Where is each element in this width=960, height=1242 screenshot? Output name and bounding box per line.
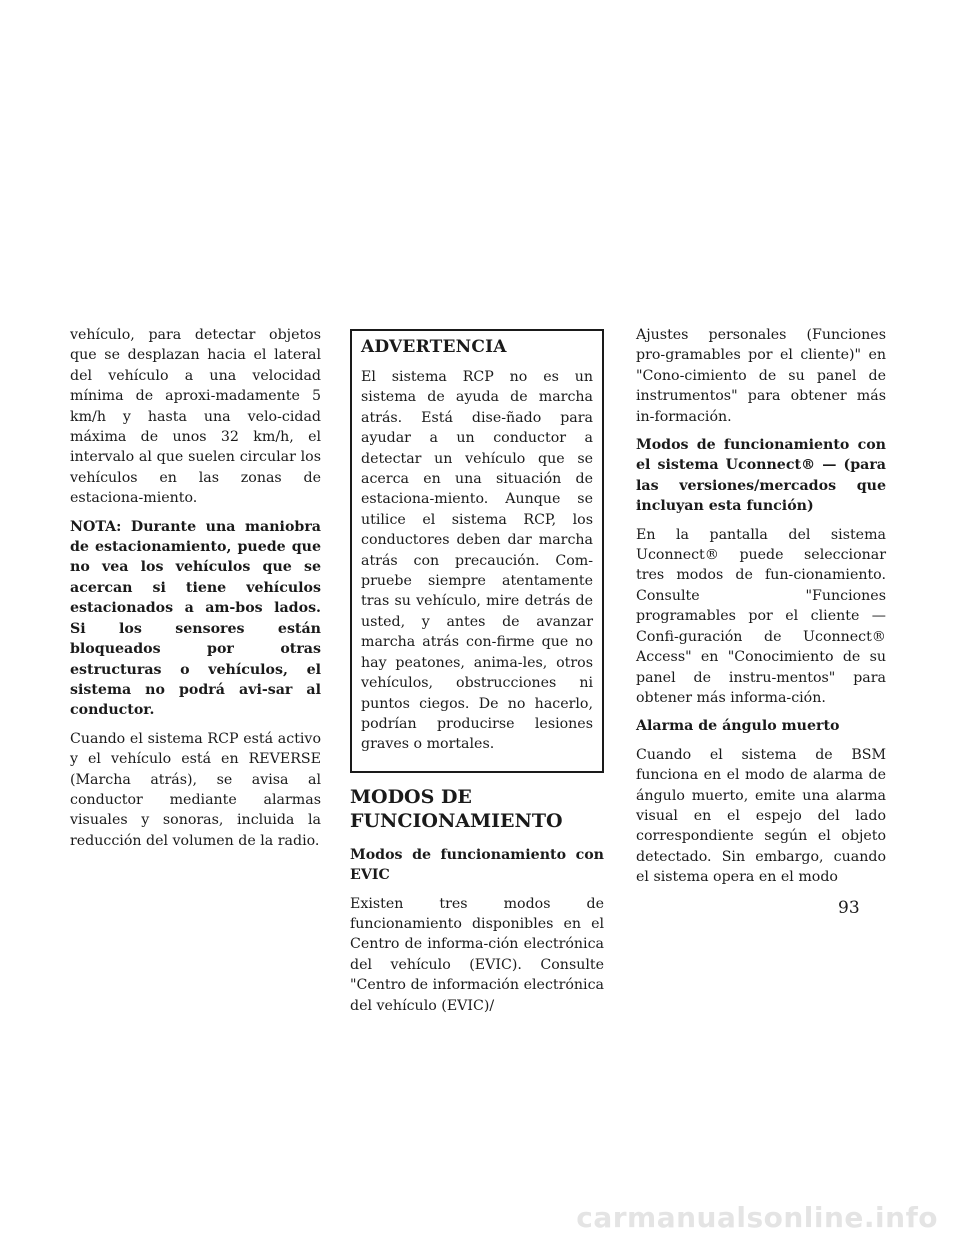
body-paragraph: Cuando el sistema de BSM funciona en el modo de alarma de ángulo muerto, emite una alarma visual en el espejo del lado correspondiente según el objeto detectado. Sin embargo, cuando el sistema opera en el modo [636,746,886,886]
body-paragraph: Existen tres modos de funcionamiento disponibles en el Centro de informa-ción electrónica del vehículo (EVIC). Consulte "Centro de información electrónica del vehículo (EVIC)/ [350,895,604,1014]
body-paragraph: Ajustes personales (Funciones pro-gramables por el cliente)" en "Cono-cimiento de su panel de instrumentos" para obtener más in-formación. [636,327,886,425]
column-right [636,325,886,896]
warning-text: El sistema RCP no es un sistema de ayuda de marcha atrás. Está dise-ñado para ayudar a un conductor a detectar un vehículo que se acerca en una situación de estaciona-miento. Aunque se utilice el sistema RCP, los conductores deben dar marcha atrás con precaución. Com-pruebe siempre atentamente tras su vehículo, mire detrás de usted, y antes de avanzar marcha atrás con-firme que no hay peatones, anima-les, otros vehículos, obstrucciones ni puntos ciegos. De no hacerlo, podrían producirse lesiones graves o mortales. [361,369,593,753]
watermark-text: carmanualsonline.info [576,1201,938,1234]
body-paragraph: vehículo, para detectar objetos que se desplazan hacia el lateral del vehículo a una velocidad mínima de aproxi-madamente 5 km/h y hasta una velo-cidad máxima de unos 32 km/h, el intervalo al que suelen circular los vehículos en las zonas de estaciona-miento. [70,327,321,507]
body-paragraph: Cuando el sistema RCP está activo y el vehículo está en REVERSE (Marcha atrás), se avisa al conductor mediante alarmas visuales y sonoras, incluida la reducción del volumen de la radio. [70,730,321,849]
subheading: Modos de funcionamiento con EVIC [350,846,604,884]
section-heading: MODOS DE FUNCIONAMIENTO [350,785,563,832]
warning-title: ADVERTENCIA [361,337,507,357]
column-left [70,325,321,859]
warning-box [350,329,604,773]
subheading: Modos de funcionamiento con el sistema Uconnect® — (para las versiones/mercados que incluyan esta función) [636,437,886,515]
column-middle [350,329,604,1024]
subheading: Alarma de ángulo muerto [636,718,840,735]
body-paragraph: En la pantalla del sistema Uconnect® puede seleccionar tres modos de fun-cionamiento. Consulte "Funciones programables por el cliente — Confi-guración de Uconnect® Access" en "Conocimiento de su panel de instru-mentos" para obtener más informa-ción. [636,526,886,706]
note-paragraph: NOTA: Durante una maniobra de estacionamiento, puede que no vea los vehículos que se acercan si tiene vehículos estacionados a am-bos lados. Si los sensores están bloqueados por otras estructuras o vehículos, el sistema no podrá avi-sar al conductor. [70,518,321,719]
page-number: 93 [838,898,860,918]
